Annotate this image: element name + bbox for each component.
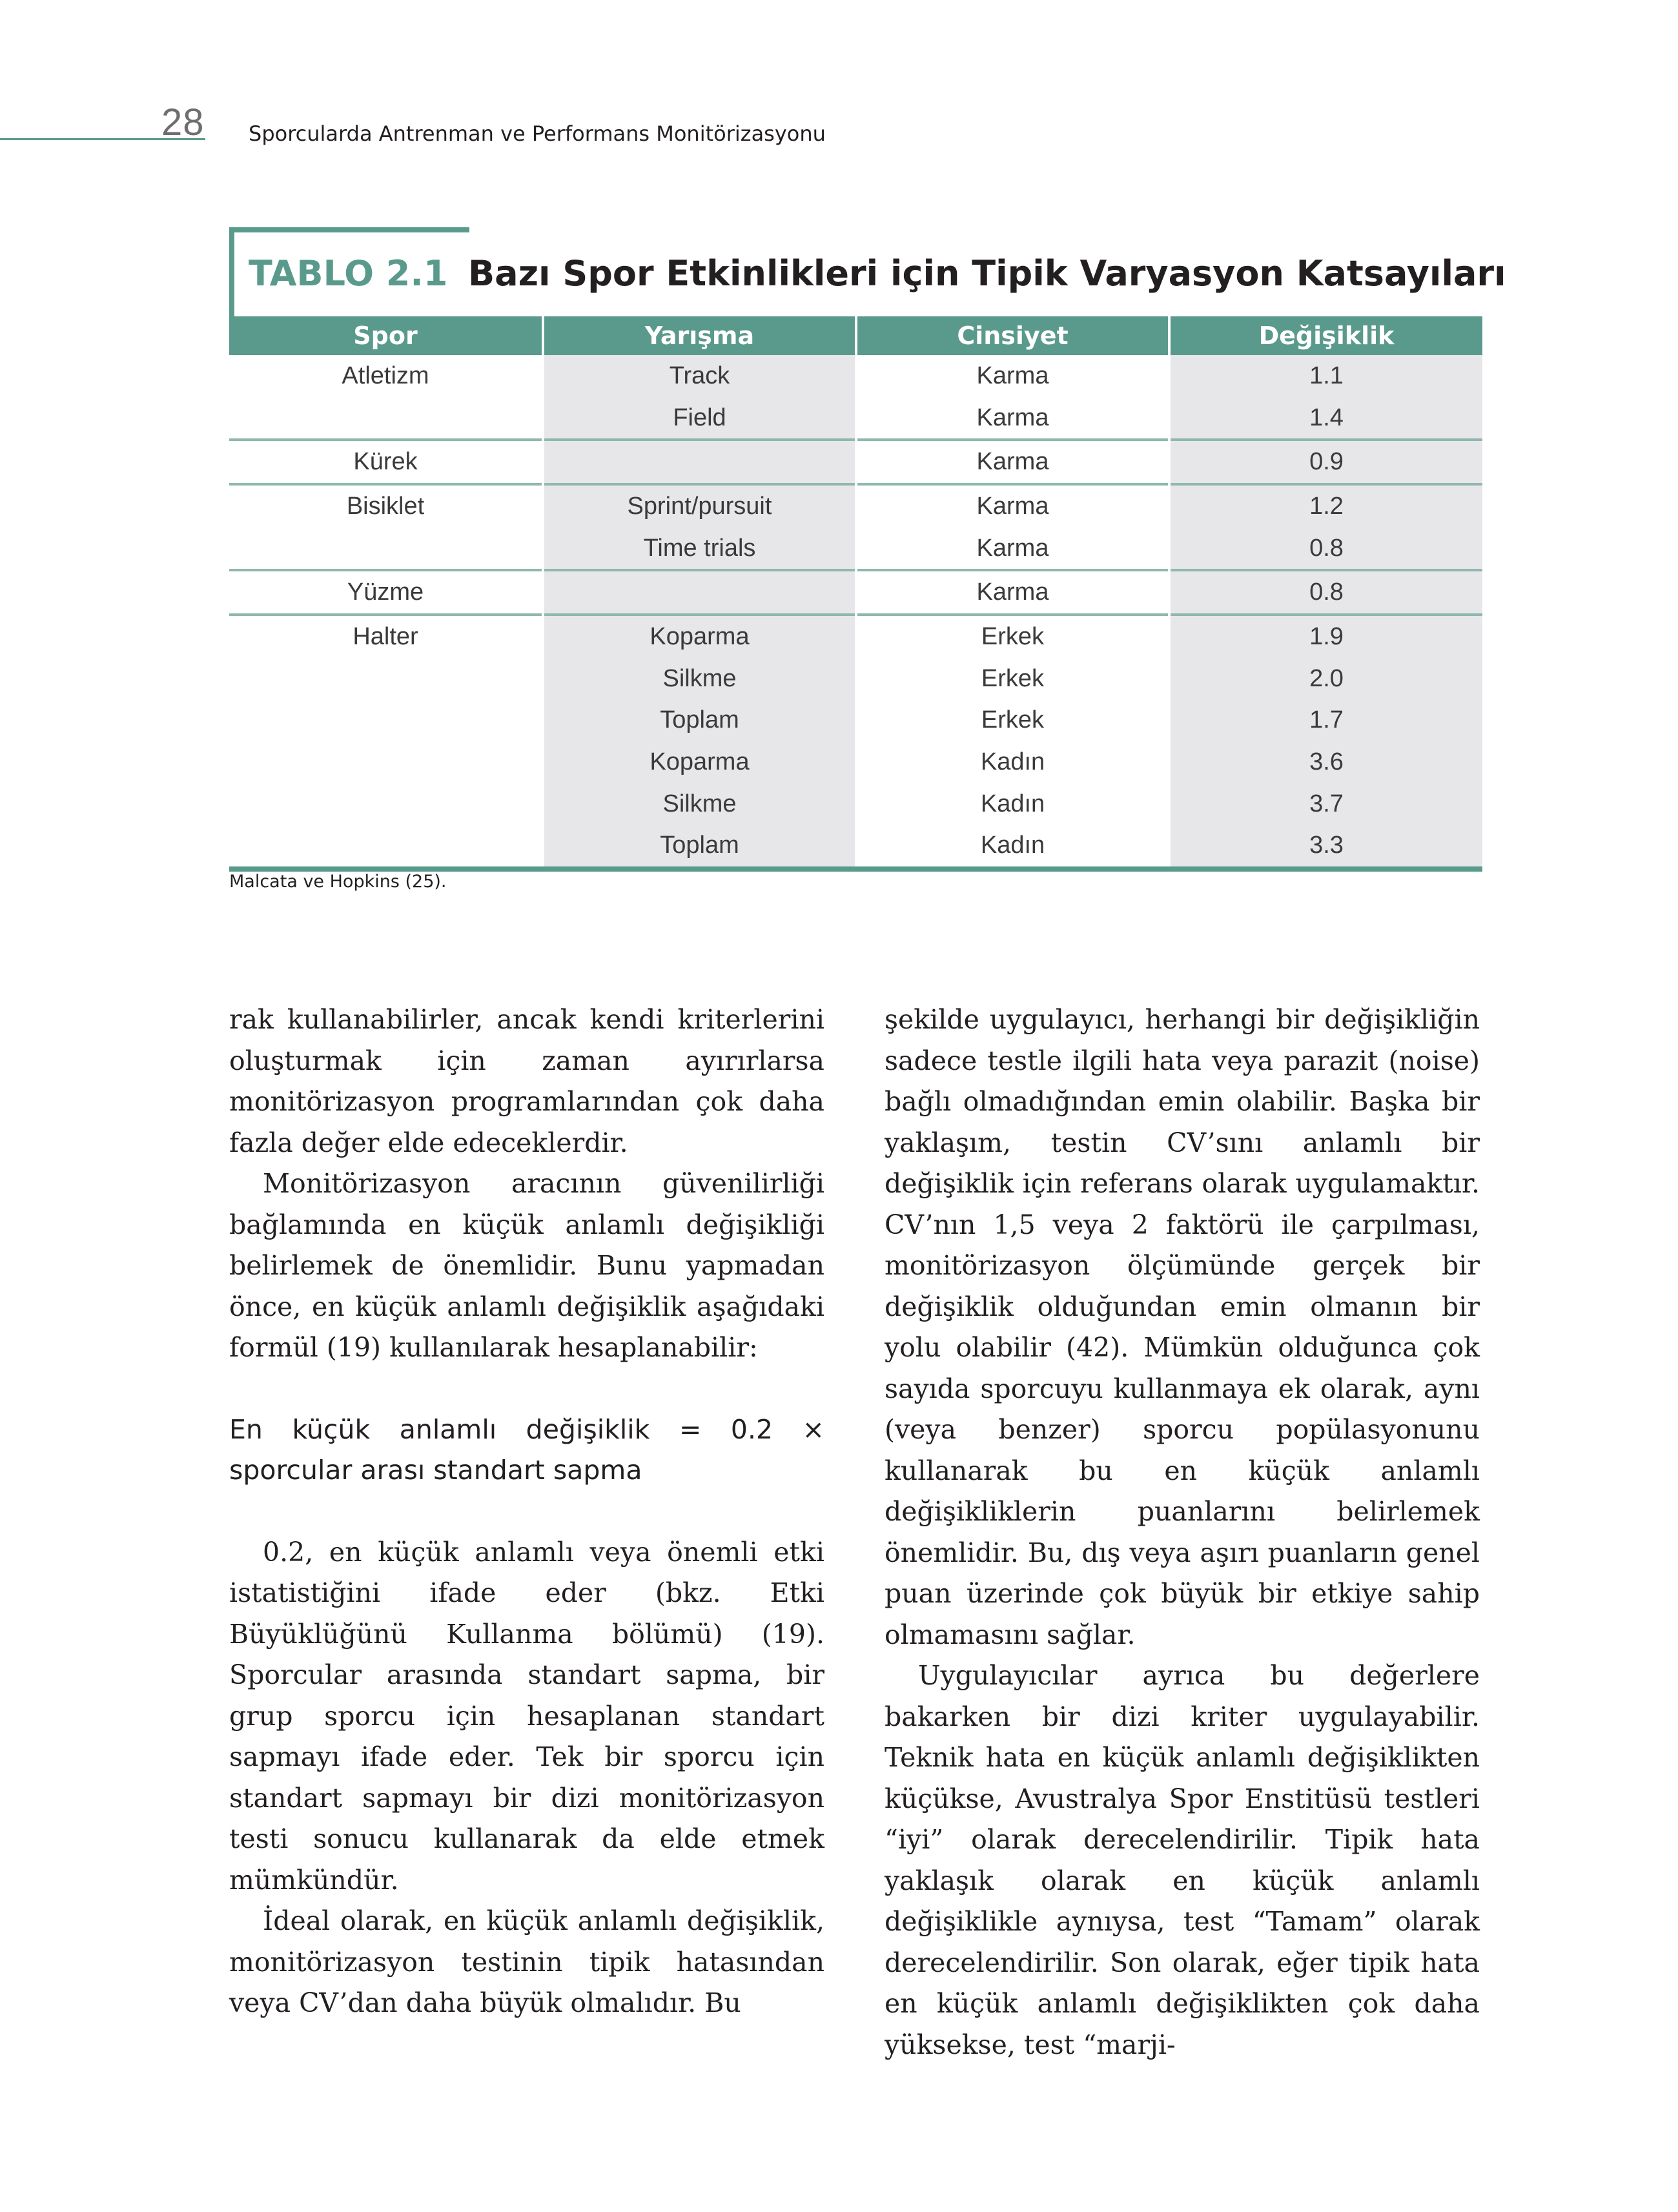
cell-degisiklik: 0.8 <box>1169 527 1482 571</box>
cell-spor: Halter <box>229 615 543 658</box>
table-header-row <box>229 316 1482 355</box>
table-row <box>229 825 1482 870</box>
cell-cinsiyet: Erkek <box>856 700 1169 742</box>
running-title: Sporcularda Antrenman ve Performans Monitörizasyonu <box>249 121 826 146</box>
cell-cinsiyet: Kadın <box>856 783 1169 825</box>
table-row <box>229 527 1482 571</box>
column-header-cinsiyet: Cinsiyet <box>856 316 1169 355</box>
cell-spor <box>229 700 543 742</box>
cell-spor <box>229 741 543 783</box>
paragraph: Uygulayıcılar ayrıca bu değerlere bakarken bir dizi kriter uygulayabilir. Teknik hata en küçük anlamlı değişiklikten küçükse, Avustralya Spor Enstitüsü testleri “iyi” olarak derecelendirilir. Tipik hata yaklaşık olarak en küçük anlamlı değişiklikle aynıysa, test “Tamam” olarak derecelendirilir. Son olarak, eğer tipik hata en küçük anlamlı değişiklikten çok daha yüksekse, test “marji- <box>885 1660 1480 2060</box>
variation-table <box>229 316 1482 872</box>
cell-spor: Bisiklet <box>229 484 543 527</box>
cell-yarisma: Koparma <box>543 741 856 783</box>
cell-spor: Yüzme <box>229 570 543 615</box>
cell-yarisma: Field <box>543 397 856 440</box>
table-row <box>229 355 1482 397</box>
table-row <box>229 397 1482 440</box>
cell-cinsiyet: Karma <box>856 527 1169 571</box>
cell-degisiklik: 0.9 <box>1169 440 1482 484</box>
cell-degisiklik: 1.4 <box>1169 397 1482 440</box>
cell-degisiklik: 3.7 <box>1169 783 1482 825</box>
formula: En küçük anlamlı değişiklik = 0.2 × sporcular arası standart sapma <box>229 1413 824 1486</box>
table-row <box>229 440 1482 484</box>
cell-spor <box>229 397 543 440</box>
cell-yarisma: Sprint/pursuit <box>543 484 856 527</box>
paragraph: şekilde uygulayıcı, herhangi bir değişikliğin sadece testle ilgili hata veya parazit (noise) bağlı olmadığından emin olabilir. Başka bir yaklaşım, testin CV’sını anlamlı bir değişiklik için referans olarak uygulamaktır. CV’nın 1,5 veya 2 faktörü ile çarpılması, monitörizasyon ölçümünde gerçek bir değişiklik olduğundan emin olmanın bir yolu olabilir (42). Mümkün olduğunca çok sayıda sporcuyu kullanmaya ek olarak, aynı (veya benzer) sporcu popülasyonunu kullanarak bu en küçük anlamlı değişikliklerin puanlarını belirlemek önemlidir. Bu, dış veya aşırı puanların genel puan üzerinde çok büyük bir etkiye sahip olmamasını sağlar. <box>885 1004 1480 1650</box>
table-source-note: Malcata ve Hopkins (25). <box>229 872 447 892</box>
cell-spor <box>229 825 543 870</box>
cell-yarisma <box>543 440 856 484</box>
cell-spor <box>229 527 543 571</box>
column-header-yarisma: Yarışma <box>543 316 856 355</box>
paragraph: İdeal olarak, en küçük anlamlı değişiklik, monitörizasyon testinin tipik hatasından veya CV’dan daha büyük olmalıdır. Bu <box>229 1905 824 2018</box>
cell-yarisma: Koparma <box>543 615 856 658</box>
cell-yarisma: Time trials <box>543 527 856 571</box>
body-column-right <box>885 999 1480 2065</box>
column-header-degisiklik: Değişiklik <box>1169 316 1482 355</box>
table-row <box>229 658 1482 700</box>
cell-degisiklik: 1.2 <box>1169 484 1482 527</box>
cell-degisiklik: 0.8 <box>1169 570 1482 615</box>
cell-spor <box>229 658 543 700</box>
table-row <box>229 570 1482 615</box>
cell-yarisma: Track <box>543 355 856 397</box>
page-number: 28 <box>161 101 205 143</box>
cell-spor <box>229 783 543 825</box>
cell-degisiklik: 1.1 <box>1169 355 1482 397</box>
table-label: TABLO 2.1 <box>249 253 448 294</box>
cell-cinsiyet: Karma <box>856 484 1169 527</box>
table-frame-left <box>229 227 234 318</box>
cell-yarisma: Silkme <box>543 783 856 825</box>
cell-cinsiyet: Erkek <box>856 615 1169 658</box>
table-row <box>229 615 1482 658</box>
column-header-spor: Spor <box>229 316 543 355</box>
cell-degisiklik: 3.3 <box>1169 825 1482 870</box>
cell-degisiklik: 2.0 <box>1169 658 1482 700</box>
table-row <box>229 700 1482 742</box>
cell-degisiklik: 3.6 <box>1169 741 1482 783</box>
cell-cinsiyet: Karma <box>856 355 1169 397</box>
cell-cinsiyet: Karma <box>856 440 1169 484</box>
body-column-left <box>229 999 824 2024</box>
cell-cinsiyet: Karma <box>856 570 1169 615</box>
table-row <box>229 783 1482 825</box>
cell-cinsiyet: Kadın <box>856 825 1169 870</box>
cell-cinsiyet: Karma <box>856 397 1169 440</box>
cell-yarisma: Toplam <box>543 825 856 870</box>
paragraph: 0.2, en küçük anlamlı veya önemli etki istatistiğini ifade eder (bkz. Etki Büyüklüğünü Kullanma bölümü) (19). Sporcular arasında standart sapma, bir grup sporcu için hesaplanan standart sapmayı ifade eder. Tek bir sporcu için standart sapmayı bir dizi monitörizasyon testi sonucu kullanarak da elde etmek mümkündür. <box>229 1536 824 1896</box>
cell-degisiklik: 1.7 <box>1169 700 1482 742</box>
table-row <box>229 741 1482 783</box>
paragraph: rak kullanabilirler, ancak kendi kriterlerini oluşturmak için zaman ayırırlarsa monitörizasyon programlarından çok daha fazla değer elde edeceklerdir. <box>229 1004 824 1158</box>
cell-spor: Atletizm <box>342 362 429 389</box>
paragraph: Monitörizasyon aracının güvenilirliği bağlamında en küçük anlamlı değişikliği belirlemek de önemlidir. Bunu yapmadan önce, en küçük anlamlı değişiklik aşağıdaki formül (19) kullanılarak hesaplanabilir: <box>229 1168 824 1363</box>
table-title: Bazı Spor Etkinlikleri için Tipik Varyasyon Katsayıları <box>468 253 1506 294</box>
cell-yarisma: Toplam <box>543 700 856 742</box>
table-frame-top <box>229 227 469 232</box>
cell-spor: Kürek <box>229 440 543 484</box>
table-row <box>229 484 1482 527</box>
cell-yarisma <box>543 570 856 615</box>
cell-yarisma: Silkme <box>543 658 856 700</box>
cell-cinsiyet: Kadın <box>856 741 1169 783</box>
cell-cinsiyet: Erkek <box>856 658 1169 700</box>
cell-degisiklik: 1.9 <box>1169 615 1482 658</box>
